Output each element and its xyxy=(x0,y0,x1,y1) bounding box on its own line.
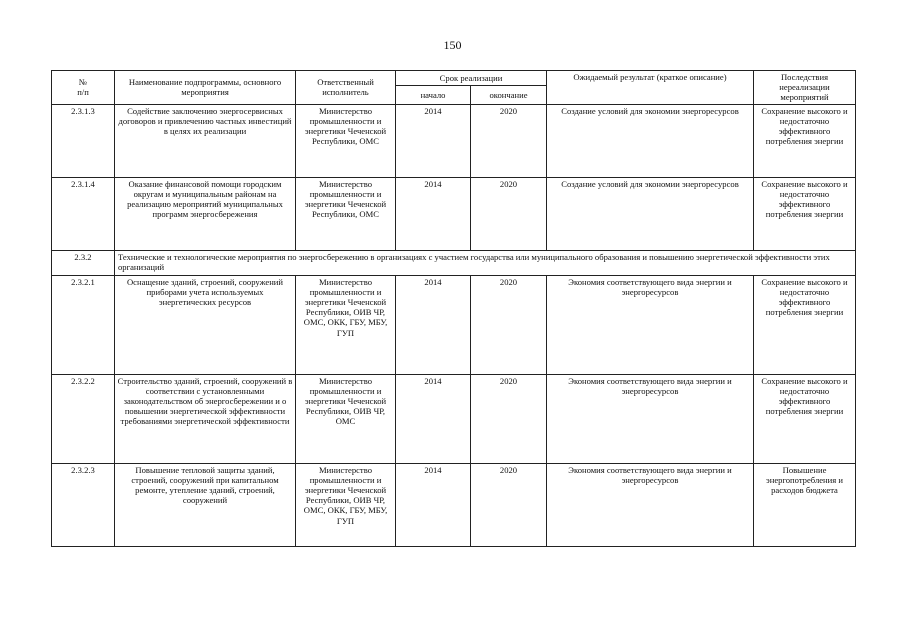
header-name: Наименование подпрограммы, основного мероприятия xyxy=(115,71,296,105)
row-end: 2020 xyxy=(471,374,547,463)
header-num: № п/п xyxy=(52,71,115,105)
row-name: Содействие заключению энергосервисных договоров и привлечению частных инвестиций в целях их реализации xyxy=(115,104,296,177)
row-end: 2020 xyxy=(471,463,547,546)
row-name: Оказание финансовой помощи городским округам и муниципальным районам на реализацию мероприятий муниципальных программ энергосбережения xyxy=(115,177,296,250)
row-consequences: Сохранение высокого и недостаточно эффективного потребления энергии xyxy=(754,104,856,177)
row-num: 2.3.2.1 xyxy=(52,275,115,374)
page-number: 150 xyxy=(443,38,462,52)
row-num: 2.3.2.2 xyxy=(52,374,115,463)
row-responsible: Министерство промышленности и энергетики Чеченской Республики, ОИВ ЧР, ОМС, ОКК, ГБУ, МБУ, ГУП xyxy=(296,463,396,546)
row-responsible: Министерство промышленности и энергетики Чеченской Республики, ОМС xyxy=(296,177,396,250)
section-title: Технические и технологические мероприятия по энергосбережению в организациях с участием государства или муниципального образования и повышению энергетической эффективности этих организаций xyxy=(115,250,856,275)
row-consequences: Повышение энергопотребления и расходов бюджета xyxy=(754,463,856,546)
row-start: 2014 xyxy=(396,275,471,374)
header-start: начало xyxy=(396,86,471,104)
table-row xyxy=(52,374,856,463)
row-name: Оснащение зданий, строений, сооружений приборами учета используемых энергетических ресурсов xyxy=(115,275,296,374)
row-num: 2.3.2.3 xyxy=(52,463,115,546)
header-term: Срок реализации xyxy=(396,71,547,86)
row-responsible: Министерство промышленности и энергетики Чеченской Республики, ОИВ ЧР, ОМС xyxy=(296,374,396,463)
row-start: 2014 xyxy=(396,177,471,250)
row-end: 2020 xyxy=(471,104,547,177)
header-end: окончание xyxy=(471,86,547,104)
row-consequences: Сохранение высокого и недостаточно эффективного потребления энергии xyxy=(754,177,856,250)
row-name: Повышение тепловой защиты зданий, строений, сооружений при капитальном ремонте, утепление зданий, строений, сооружений xyxy=(115,463,296,546)
row-result: Экономия соответствующего вида энергии и энергоресурсов xyxy=(547,463,754,546)
table-row xyxy=(52,177,856,250)
row-consequences: Сохранение высокого и недостаточно эффективного потребления энергии xyxy=(754,275,856,374)
row-responsible: Министерство промышленности и энергетики Чеченской Республики, ОМС xyxy=(296,104,396,177)
header-result: Ожидаемый результат (краткое описание) xyxy=(547,71,754,105)
row-num: 2.3.1.3 xyxy=(52,104,115,177)
program-table xyxy=(51,70,856,547)
row-end: 2020 xyxy=(471,177,547,250)
header-responsible: Ответственный исполнитель xyxy=(296,71,396,105)
row-start: 2014 xyxy=(396,374,471,463)
row-result: Создание условий для экономии энергоресурсов xyxy=(547,104,754,177)
table-row xyxy=(52,275,856,374)
row-result: Экономия соответствующего вида энергии и энергоресурсов xyxy=(547,374,754,463)
row-result: Экономия соответствующего вида энергии и энергоресурсов xyxy=(547,275,754,374)
row-start: 2014 xyxy=(396,463,471,546)
header-consequences: Последствия нереализации мероприятий xyxy=(754,71,856,105)
section-row xyxy=(52,250,856,275)
row-start: 2014 xyxy=(396,104,471,177)
row-name: Строительство зданий, строений, сооружений в соответствии с установленными законодательством об энергосбережении и о повышении энергетической эффективности требованиями энергетической эффективности xyxy=(115,374,296,463)
row-result: Создание условий для экономии энергоресурсов xyxy=(547,177,754,250)
section-num: 2.3.2 xyxy=(52,250,115,275)
row-responsible: Министерство промышленности и энергетики Чеченской Республики, ОИВ ЧР, ОМС, ОКК, ГБУ, МБУ, ГУП xyxy=(296,275,396,374)
row-end: 2020 xyxy=(471,275,547,374)
row-num: 2.3.1.4 xyxy=(52,177,115,250)
row-consequences: Сохранение высокого и недостаточно эффективного потребления энергии xyxy=(754,374,856,463)
table-row xyxy=(52,104,856,177)
table-row xyxy=(52,463,856,546)
